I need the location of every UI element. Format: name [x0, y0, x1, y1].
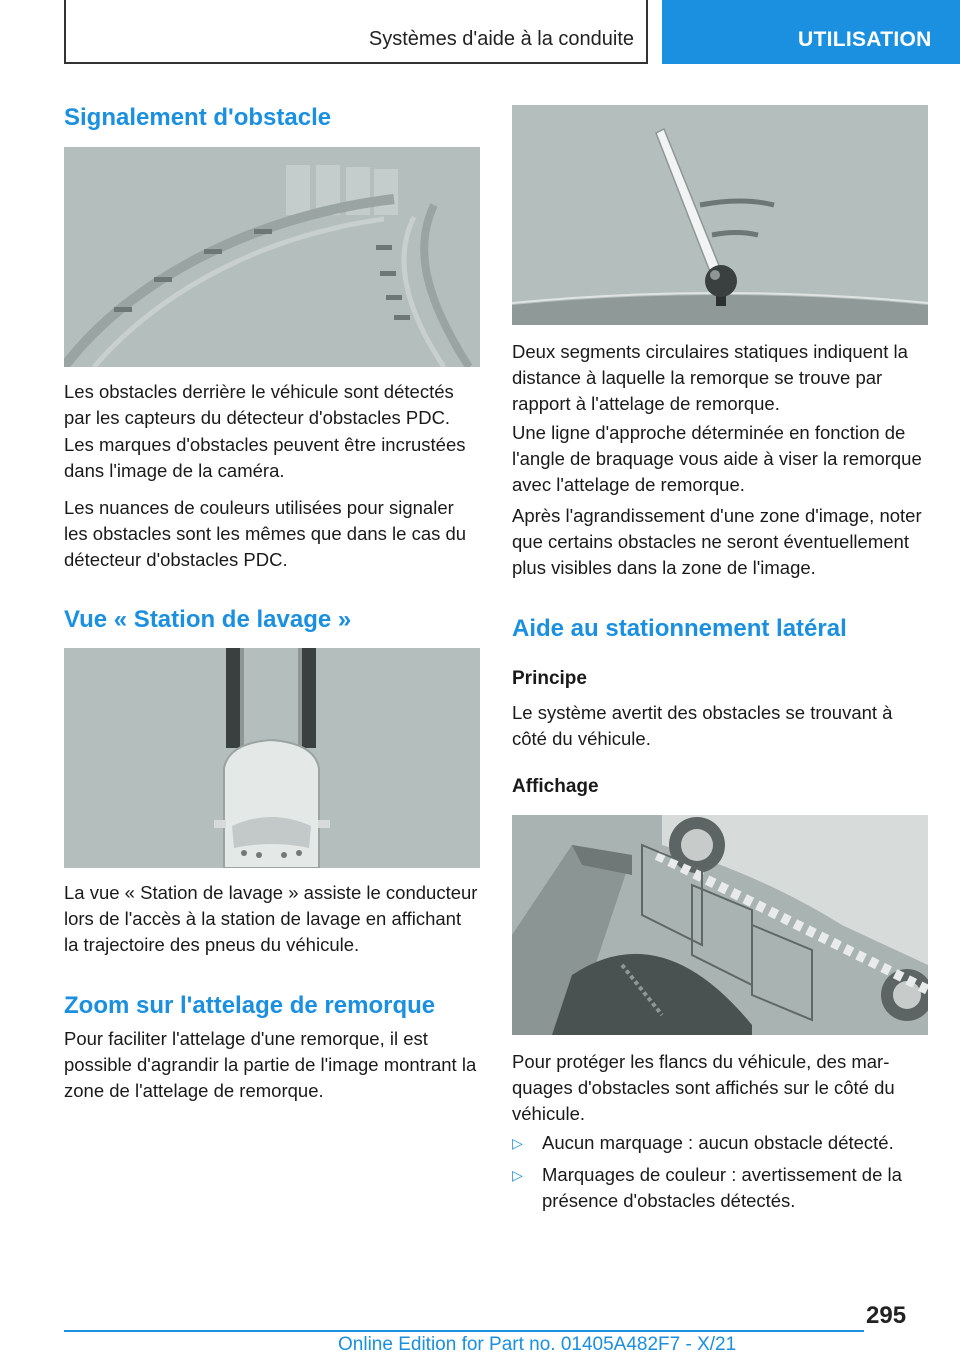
chapter-tab-label: UTILISATION [798, 28, 932, 51]
bullet-text: Marquages de couleur : avertissement de la présence d'obstacles détectés. [542, 1164, 902, 1211]
figure-wash-station [64, 648, 480, 868]
para-zoom: Pour faciliter l'attelage d'une remorque, il est possible d'agrandir la partie de l'image montrant la zone de l'attelage de remorque. [64, 1028, 477, 1101]
bullet-text: Aucun marquage : aucun obstacle détecté. [542, 1132, 894, 1153]
footer-edition: Online Edition for Part no. 01405A482F7 - X/21 [338, 1334, 737, 1355]
section-title: Systèmes d'aide à la conduite [368, 28, 634, 50]
figure-side-parking [512, 815, 928, 1035]
chapter-tab [662, 0, 960, 64]
para-obstacle-1: Les obstacles derrière le véhicule sont détectés par les capteurs du détecteur d'obstacles PDC. [64, 381, 454, 428]
heading-principle: Principe [512, 668, 587, 689]
bullet-triangle-icon: ▷ [512, 1135, 523, 1151]
para-principle: Le système avertit des obstacles se trouvant à côté du véhicule. [512, 702, 893, 749]
page-number: 295 [866, 1302, 907, 1329]
heading-side-parking: Aide au stationnement latéral [512, 615, 847, 642]
para-hitch-2: Une ligne d'approche déterminée en fonction de l'angle de braquage vous aide à viser la remorque avec l'attelage de remorque. [512, 422, 922, 495]
heading-wash-view: Vue « Station de lavage » [64, 606, 352, 633]
bullet-triangle-icon: ▷ [512, 1167, 523, 1183]
heading-obstacle-signal: Signalement d'obstacle [64, 104, 332, 131]
figure-hitch-zoom [512, 105, 928, 325]
figure-obstacle-marks [64, 147, 480, 367]
para-hitch-1: Deux segments circulaires statiques indiquent la distance à laquelle la remorque se trouve par rapport à l'attelage de remorque. [512, 341, 908, 414]
para-hitch-3: Après l'agrandissement d'une zone d'image, noter que certains obstacles ne seront éventuellement plus visibles dans la zone de l'image. [512, 505, 922, 578]
para-obstacle-2: Les marques d'obstacles peuvent être incrustées dans l'image de la caméra. [64, 434, 466, 481]
heading-display: Affichage [512, 776, 599, 797]
para-obstacle-3: Les nuances de couleurs utilisées pour signaler les obstacles sont les mêmes que dans le cas du détecteur d'obstacles PDC. [64, 497, 467, 570]
heading-hitch-zoom: Zoom sur l'attelage de remorque [64, 992, 436, 1019]
para-wash: La vue « Station de lavage » assiste le conducteur lors de l'accès à la station de lavage en affichant la trajectoire des pneus du véhicule. [64, 882, 478, 955]
para-display: Pour protéger les flancs du véhicule, des marquages d'obstacles sont affichés sur le côté du véhicule. [512, 1051, 895, 1124]
footer-rule [64, 1330, 864, 1332]
running-header [64, 0, 648, 64]
